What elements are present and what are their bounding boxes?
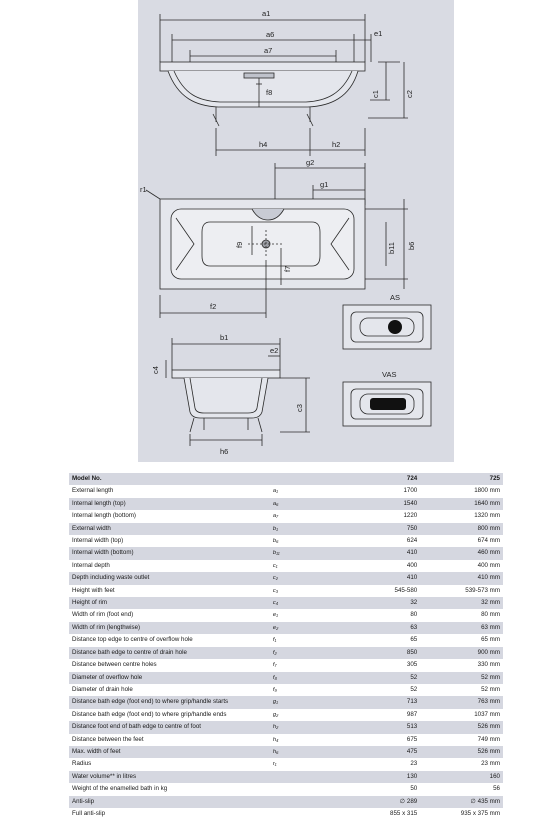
table-row — [69, 721, 503, 733]
table-row — [69, 585, 503, 597]
dim-b6: b6 — [407, 241, 416, 250]
dim-b1: b1 — [220, 333, 229, 342]
dim-g1: g1 — [320, 180, 329, 189]
row-value-725: 1800 mm — [420, 485, 503, 497]
dim-r1: r1 — [140, 185, 147, 194]
row-value-724: 305 — [336, 659, 420, 671]
table-row — [69, 622, 503, 634]
row-label: Distance foot end of bath edge to centre of foot — [69, 721, 270, 733]
row-symbol: c₂ — [270, 572, 337, 584]
row-value-724: 63 — [336, 622, 420, 634]
row-value-725: 330 mm — [420, 659, 503, 671]
header-model-725: 725 — [420, 473, 503, 485]
dim-h2: h2 — [332, 140, 341, 149]
dim-a1: a1 — [262, 9, 271, 18]
row-symbol: a₆ — [270, 498, 337, 510]
row-value-725: 526 mm — [420, 721, 503, 733]
row-label: Full anti-slip — [69, 808, 270, 820]
anti-slip-round-mark — [388, 320, 402, 334]
row-symbol: f₉ — [270, 684, 337, 696]
header-model: Model No. — [69, 473, 270, 485]
row-value-724: 32 — [336, 597, 420, 609]
row-symbol — [270, 796, 337, 808]
dim-c2: c2 — [405, 90, 414, 98]
table-row — [69, 634, 503, 646]
row-value-724: ∅ 289 — [336, 796, 420, 808]
row-label: Width of rim (foot end) — [69, 609, 270, 621]
row-value-724: 410 — [336, 572, 420, 584]
row-value-724: 65 — [336, 634, 420, 646]
table-row — [69, 808, 503, 820]
row-value-725: 900 mm — [420, 647, 503, 659]
table-row — [69, 709, 503, 721]
table-row — [69, 560, 503, 572]
row-value-724: 513 — [336, 721, 420, 733]
row-value-725: 539-573 mm — [420, 585, 503, 597]
row-value-725: 80 mm — [420, 609, 503, 621]
table-row — [69, 746, 503, 758]
row-value-724: 50 — [336, 783, 420, 795]
row-symbol: f₇ — [270, 659, 337, 671]
row-label: Max. width of feet — [69, 746, 270, 758]
row-label: Distance between centre holes — [69, 659, 270, 671]
row-symbol: b₆ — [270, 535, 337, 547]
row-symbol: f₈ — [270, 672, 337, 684]
row-value-724: 987 — [336, 709, 420, 721]
row-value-725: 1320 mm — [420, 510, 503, 522]
table-row — [69, 659, 503, 671]
row-value-725: 460 mm — [420, 547, 503, 559]
row-value-725: 160 — [420, 771, 503, 783]
row-value-725: 63 mm — [420, 622, 503, 634]
dim-f9: f9 — [235, 241, 244, 248]
row-label: Depth including waste outlet — [69, 572, 270, 584]
row-symbol: e₁ — [270, 609, 337, 621]
dim-a7: a7 — [264, 46, 273, 55]
bathtub-drawing-svg — [138, 0, 454, 462]
as-label: AS — [390, 293, 401, 302]
row-value-725: 52 mm — [420, 672, 503, 684]
row-label: Weight of the enamelled bath in kg — [69, 783, 270, 795]
row-symbol: c₃ — [270, 585, 337, 597]
row-symbol: f₂ — [270, 647, 337, 659]
row-symbol: r₁ — [270, 758, 337, 770]
row-value-725: 935 x 375 mm — [420, 808, 503, 820]
row-symbol: h₂ — [270, 721, 337, 733]
table-row — [69, 783, 503, 795]
table-row — [69, 498, 503, 510]
table-row — [69, 535, 503, 547]
spec-table-body — [69, 473, 503, 820]
row-symbol: e₂ — [270, 622, 337, 634]
dim-e2: e2 — [270, 346, 279, 355]
row-value-725: 526 mm — [420, 746, 503, 758]
dim-c4: c4 — [151, 366, 160, 374]
row-label: Anti-slip — [69, 796, 270, 808]
row-value-724: 475 — [336, 746, 420, 758]
row-symbol — [270, 808, 337, 820]
row-value-724: 80 — [336, 609, 420, 621]
anti-slip-rect-mark — [370, 398, 406, 410]
row-value-725: 65 mm — [420, 634, 503, 646]
row-label: Water volume** in litres — [69, 771, 270, 783]
row-symbol: a₁ — [270, 485, 337, 497]
row-symbol: g₂ — [270, 709, 337, 721]
row-value-724: 855 x 315 — [336, 808, 420, 820]
row-value-725: 749 mm — [420, 734, 503, 746]
row-value-725: 56 — [420, 783, 503, 795]
row-value-725: 400 mm — [420, 560, 503, 572]
dim-f8: f8 — [266, 88, 273, 97]
row-value-725: 410 mm — [420, 572, 503, 584]
row-symbol: b₁₁ — [270, 547, 337, 559]
row-label: Radius — [69, 758, 270, 770]
row-label: Internal width (top) — [69, 535, 270, 547]
header-symbol — [270, 473, 337, 485]
row-symbol: g₁ — [270, 696, 337, 708]
table-row — [69, 597, 503, 609]
dim-c3: c3 — [295, 404, 304, 412]
row-value-724: 624 — [336, 535, 420, 547]
table-row — [69, 647, 503, 659]
as-detail — [343, 305, 431, 349]
row-value-725: ∅ 435 mm — [420, 796, 503, 808]
row-symbol — [270, 771, 337, 783]
row-value-724: 130 — [336, 771, 420, 783]
row-value-724: 410 — [336, 547, 420, 559]
row-value-725: 674 mm — [420, 535, 503, 547]
row-value-725: 763 mm — [420, 696, 503, 708]
row-symbol: h₆ — [270, 746, 337, 758]
technical-drawing — [138, 0, 454, 462]
row-symbol: h₄ — [270, 734, 337, 746]
row-label: Internal length (top) — [69, 498, 270, 510]
table-row — [69, 547, 503, 559]
dim-f2: f2 — [210, 302, 217, 311]
row-value-724: 750 — [336, 523, 420, 535]
row-value-724: 23 — [336, 758, 420, 770]
row-value-724: 52 — [336, 684, 420, 696]
row-value-725: 32 mm — [420, 597, 503, 609]
row-label: Internal width (bottom) — [69, 547, 270, 559]
dim-h4: h4 — [259, 140, 268, 149]
row-label: External length — [69, 485, 270, 497]
row-label: Distance bath edge (foot end) to where grip/handle ends — [69, 709, 270, 721]
dim-e1: e1 — [374, 29, 383, 38]
row-label: Distance between the feet — [69, 734, 270, 746]
row-label: Distance bath edge (foot end) to where grip/handle starts — [69, 696, 270, 708]
row-value-724: 1700 — [336, 485, 420, 497]
dim-a6: a6 — [266, 30, 275, 39]
row-symbol: c₁ — [270, 560, 337, 572]
row-value-725: 23 mm — [420, 758, 503, 770]
table-row — [69, 684, 503, 696]
row-label: Width of rim (lengthwise) — [69, 622, 270, 634]
row-value-724: 850 — [336, 647, 420, 659]
table-row — [69, 609, 503, 621]
row-value-725: 1640 mm — [420, 498, 503, 510]
table-row — [69, 796, 503, 808]
end-view — [166, 338, 310, 446]
row-value-725: 52 mm — [420, 684, 503, 696]
row-label: Diameter of drain hole — [69, 684, 270, 696]
dim-c1: c1 — [371, 90, 380, 98]
row-symbol: c₄ — [270, 597, 337, 609]
row-value-724: 545-580 — [336, 585, 420, 597]
row-symbol: f₁ — [270, 634, 337, 646]
row-value-724: 1220 — [336, 510, 420, 522]
table-row — [69, 734, 503, 746]
table-row — [69, 523, 503, 535]
table-row — [69, 672, 503, 684]
side-view — [160, 14, 408, 156]
plan-view — [146, 163, 408, 318]
table-header-row — [69, 473, 503, 485]
dim-h6: h6 — [220, 447, 229, 456]
row-symbol: b₁ — [270, 523, 337, 535]
row-label: Distance bath edge to centre of drain hole — [69, 647, 270, 659]
table-row — [69, 696, 503, 708]
dim-f7: f7 — [283, 265, 292, 272]
row-value-724: 675 — [336, 734, 420, 746]
row-label: Internal depth — [69, 560, 270, 572]
row-label: External width — [69, 523, 270, 535]
row-value-724: 52 — [336, 672, 420, 684]
table-row — [69, 510, 503, 522]
row-value-724: 713 — [336, 696, 420, 708]
row-value-724: 400 — [336, 560, 420, 572]
table-row — [69, 572, 503, 584]
vas-label: VAS — [382, 370, 397, 379]
row-value-725: 1037 mm — [420, 709, 503, 721]
dim-g2: g2 — [306, 158, 315, 167]
table-row — [69, 758, 503, 770]
header-model-724: 724 — [336, 473, 420, 485]
row-label: Distance top edge to centre of overflow hole — [69, 634, 270, 646]
row-symbol: a₇ — [270, 510, 337, 522]
row-value-724: 1540 — [336, 498, 420, 510]
row-label: Height with feet — [69, 585, 270, 597]
spec-table — [69, 473, 503, 820]
row-label: Height of rim — [69, 597, 270, 609]
table-row — [69, 771, 503, 783]
row-value-725: 800 mm — [420, 523, 503, 535]
table-row — [69, 485, 503, 497]
row-label: Internal length (bottom) — [69, 510, 270, 522]
row-symbol — [270, 783, 337, 795]
row-label: Diameter of overflow hole — [69, 672, 270, 684]
dim-b11: b11 — [387, 242, 396, 254]
